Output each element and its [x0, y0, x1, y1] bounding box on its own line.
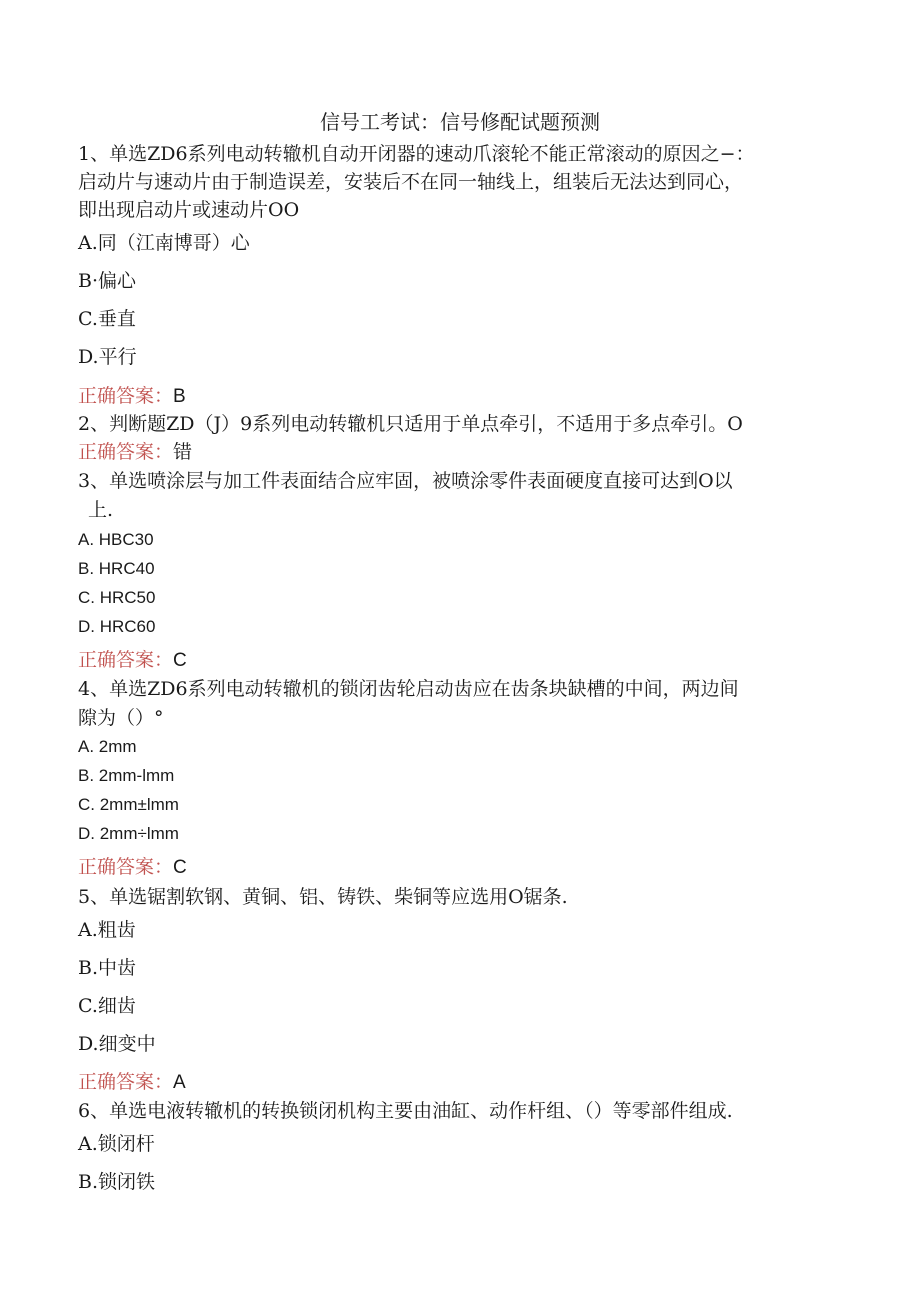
answer-value: B — [173, 386, 186, 407]
question-4-line-1: 4、单选ZD6系列电动转辙机的锁闭齿轮启动齿应在齿条块缺槽的中间，两边间 — [78, 678, 739, 700]
question-3-answer — [78, 646, 187, 675]
question-6-option-a: A.锁闭杆 — [78, 1133, 155, 1155]
question-3-option-d: D. HRC60 — [78, 617, 156, 636]
answer-label: 正确答案： — [78, 385, 174, 407]
answer-value: C — [173, 650, 187, 671]
answer-value: 错 — [173, 441, 193, 463]
answer-value: A — [173, 1072, 186, 1093]
question-5-option-b: B.中齿 — [78, 957, 137, 979]
answer-label: 正确答案： — [78, 441, 174, 463]
question-5-option-c: C.细齿 — [78, 995, 136, 1017]
question-6-option-b: B.锁闭铁 — [78, 1171, 156, 1193]
question-5-answer — [78, 1068, 186, 1097]
question-2-line-1: 2、判断题ZD（J）9系列电动转辙机只适用于单点牵引，不适用于多点牵引。O — [78, 413, 743, 435]
question-1-option-a: A.同（江南博哥）心 — [78, 232, 250, 254]
answer-label: 正确答案： — [78, 649, 174, 671]
answer-label: 正确答案： — [78, 856, 174, 878]
question-4-line-2: 隙为（）° — [78, 707, 164, 729]
question-3-option-a: A. HBC30 — [78, 530, 154, 549]
question-4-option-b: B. 2mm-lmm — [78, 766, 175, 785]
question-1-option-c: C.垂直 — [78, 308, 136, 330]
question-2-answer — [78, 438, 192, 466]
question-6-line-1: 6、单选电液转辙机的转换锁闭机构主要由油缸、动作杆组、（）等零部件组成. — [78, 1100, 733, 1122]
page-title: 信号工考试：信号修配试题预测 — [320, 110, 600, 134]
question-4-answer — [78, 853, 187, 882]
question-1-answer — [78, 382, 186, 411]
question-4-option-c: C. 2mm±lmm — [78, 795, 179, 814]
question-1-line-2: 启动片与速动片由于制造误差，安装后不在同一轴线上，组装后无法达到同心， — [78, 171, 744, 193]
question-4-option-d: D. 2mm÷lmm — [78, 824, 179, 843]
question-3-line-1: 3、单选喷涂层与加工件表面结合应牢固，被喷涂零件表面硬度直接可达到O以 — [78, 470, 733, 492]
question-1-line-1: 1、单选ZD6系列电动转辙机自动开闭器的速动爪滚轮不能正常滚动的原因之−： — [78, 143, 755, 165]
question-1-option-d: D.平行 — [78, 346, 137, 368]
question-3-line-2: 上. — [88, 499, 114, 521]
question-4-option-a: A. 2mm — [78, 737, 137, 756]
question-5-line-1: 5、单选锯割软钢、黄铜、铝、铸铁、柴铜等应选用O锯条. — [78, 886, 568, 908]
answer-label: 正确答案： — [78, 1071, 174, 1093]
question-3-option-c: C. HRC50 — [78, 588, 156, 607]
answer-value: C — [173, 857, 187, 878]
question-5-option-d: D.细变中 — [78, 1033, 156, 1055]
question-1-option-b: B·偏心 — [78, 270, 137, 292]
question-1-line-3: 即出现启动片或速动片OO — [78, 199, 300, 221]
question-3-option-b: B. HRC40 — [78, 559, 155, 578]
question-5-option-a: A.粗齿 — [78, 919, 136, 941]
